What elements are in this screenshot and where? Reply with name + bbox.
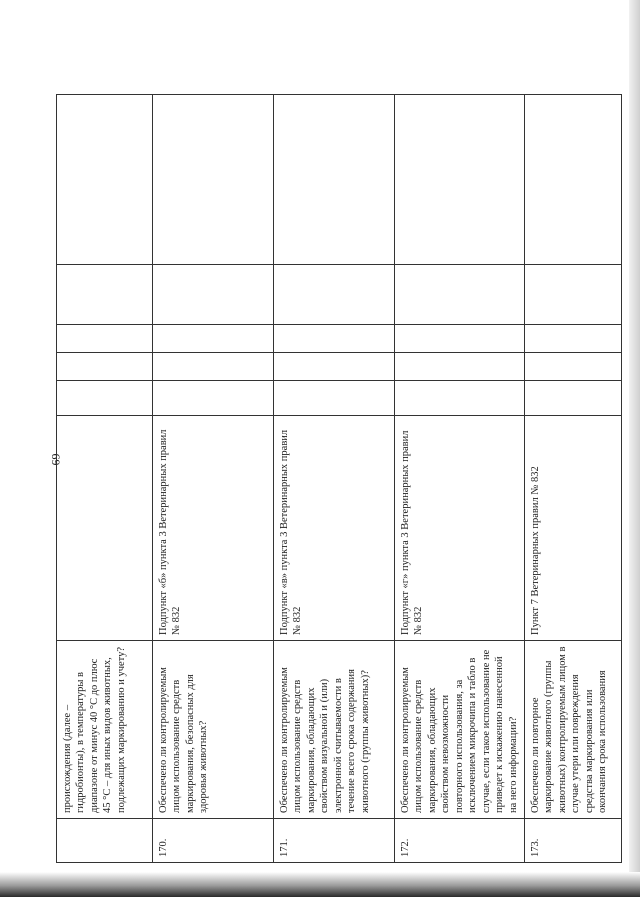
answer-yes-cell bbox=[153, 381, 274, 416]
answer-yes-cell bbox=[524, 381, 621, 416]
answer-no-cell bbox=[395, 353, 525, 381]
row-number: 173. bbox=[524, 819, 621, 863]
checklist-table bbox=[56, 94, 622, 863]
answer-yes-cell bbox=[274, 381, 395, 416]
note-cell bbox=[395, 95, 525, 265]
table-row bbox=[524, 95, 621, 863]
question-cell: Обеспечено ли контролируемым лицом использование средств маркирования, обладающих свойством невозможности повторного использования, за исключением микрочипа и табло в случае, если такое использование не приведет к искажению нанесенной на него информации? bbox=[395, 641, 525, 819]
answer-extra-cell bbox=[395, 265, 525, 325]
table-row bbox=[274, 95, 395, 863]
row-number bbox=[57, 819, 153, 863]
note-cell bbox=[274, 95, 395, 265]
question-cell: Обеспечено ли повторное маркирование животного (группы животных) контролируемым лицом в случае утери или повреждения средства маркирования или окончания срока использования bbox=[524, 641, 621, 819]
answer-no-cell bbox=[153, 353, 274, 381]
question-cell: Обеспечено ли контролируемым лицом использование средств маркирования, обладающих свойством визуальной и (или) электронной считываемости в течение всего срока содержания животного (группы животных)? bbox=[274, 641, 395, 819]
table-row bbox=[395, 95, 525, 863]
answer-extra-cell bbox=[57, 265, 153, 325]
answer-yes-cell bbox=[395, 381, 525, 416]
answer-no-cell bbox=[524, 353, 621, 381]
answer-no-cell bbox=[57, 353, 153, 381]
answer-yes-cell bbox=[57, 381, 153, 416]
answer-na-cell bbox=[57, 325, 153, 353]
table-row bbox=[153, 95, 274, 863]
page-number: 69 bbox=[48, 453, 63, 466]
question-cell: происхождения (далее – гидробионты), в температуры в диапазоне от минус 40 °С до плюс 45 °С – для иных видов животных, подлежащих маркированию и учету? bbox=[57, 641, 153, 819]
note-cell bbox=[524, 95, 621, 265]
row-number: 171. bbox=[274, 819, 395, 863]
answer-extra-cell bbox=[153, 265, 274, 325]
row-number: 172. bbox=[395, 819, 525, 863]
reference-cell: Подпункт «г» пункта 3 Ветеринарных правил № 832 bbox=[395, 416, 525, 641]
reference-cell bbox=[57, 416, 153, 641]
answer-na-cell bbox=[274, 325, 395, 353]
answer-extra-cell bbox=[524, 265, 621, 325]
table-row bbox=[57, 95, 153, 863]
row-number: 170. bbox=[153, 819, 274, 863]
scan-edge-right bbox=[629, 0, 640, 897]
answer-na-cell bbox=[153, 325, 274, 353]
reference-cell: Пункт 7 Ветеринарных правил № 832 bbox=[524, 416, 621, 641]
rotated-page-content bbox=[56, 95, 612, 863]
answer-na-cell bbox=[524, 325, 621, 353]
reference-cell: Подпункт «в» пункта 3 Ветеринарных правил № 832 bbox=[274, 416, 395, 641]
answer-na-cell bbox=[395, 325, 525, 353]
note-cell bbox=[153, 95, 274, 265]
answer-no-cell bbox=[274, 353, 395, 381]
question-cell: Обеспечено ли контролируемым лицом использование средств маркирования, безопасных для здоровья животных? bbox=[153, 641, 274, 819]
note-cell bbox=[57, 95, 153, 265]
reference-cell: Подпункт «б» пункта 3 Ветеринарных правил № 832 bbox=[153, 416, 274, 641]
scan-edge-bottom bbox=[0, 872, 640, 897]
answer-extra-cell bbox=[274, 265, 395, 325]
